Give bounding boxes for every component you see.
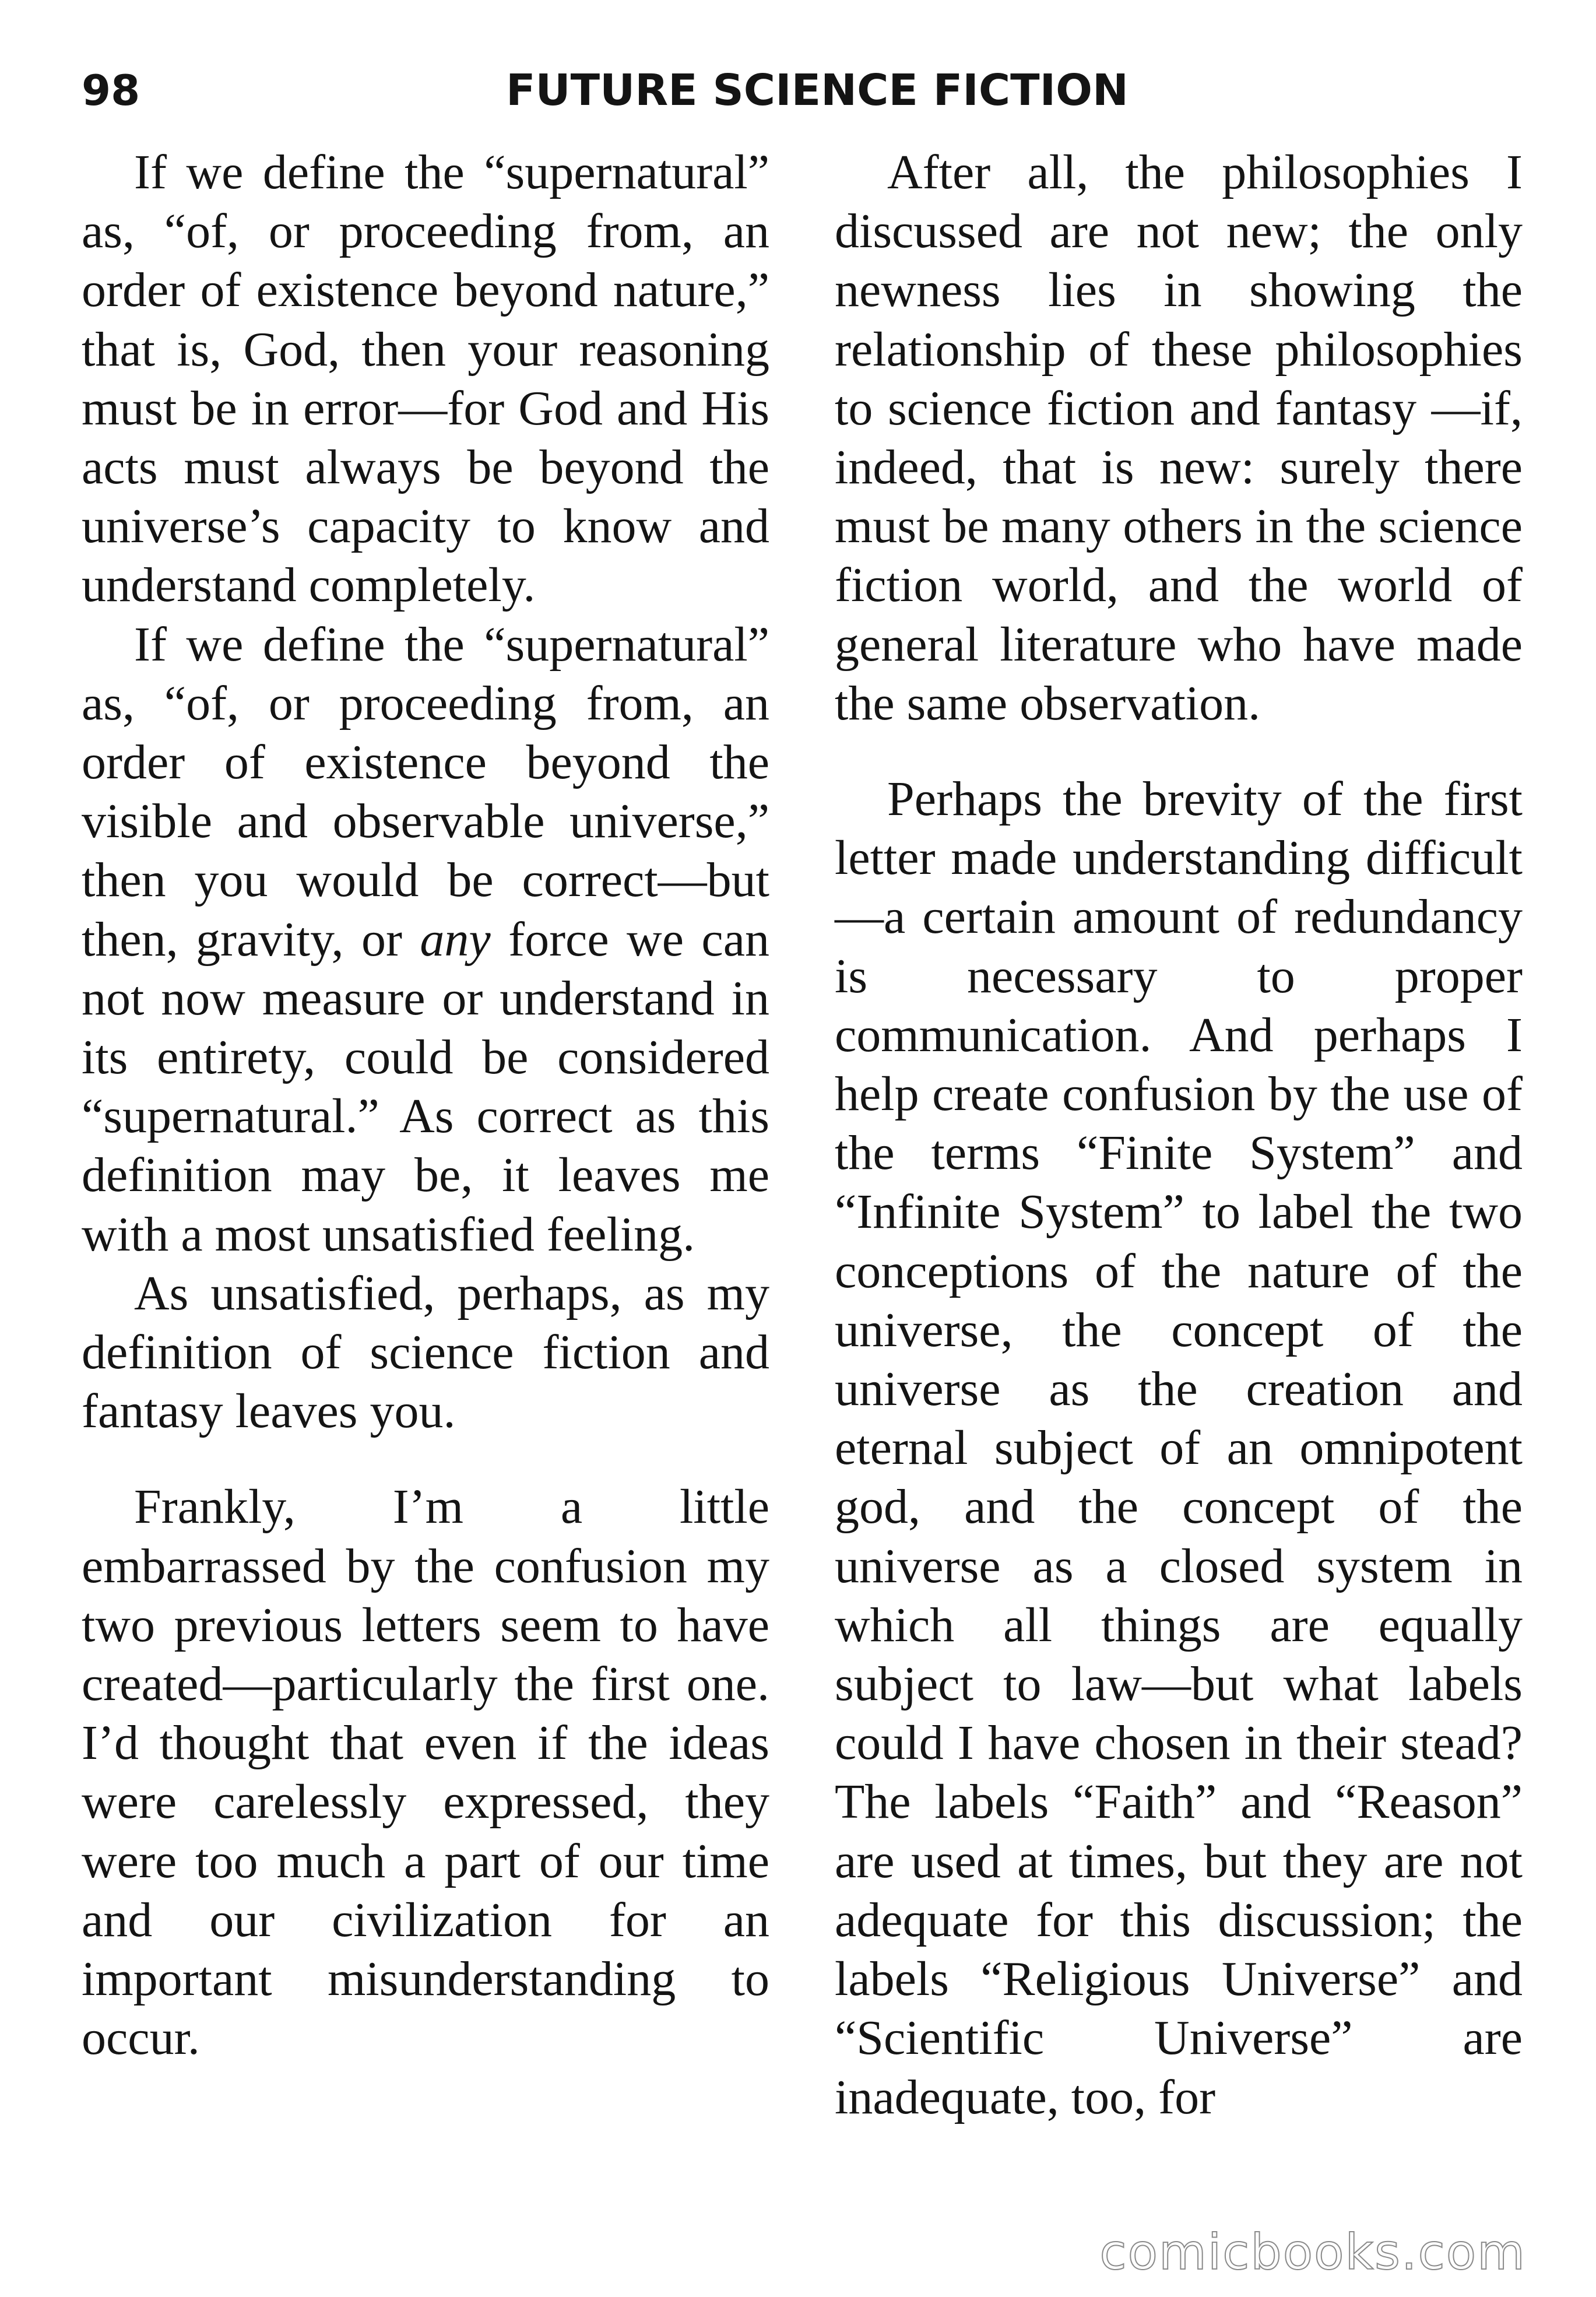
paragraph: Frankly, I’m a little embarrassed by the confusion my two previous letters seem to have created—particularly the first one. I’d thought that even if the ideas were carelessly expressed, they were too much a part of our time and our civilization for an important misunderstanding to occur. (82, 1480, 769, 2066)
paragraph: If we define the “supernatural” as, “of, or proceeding from, an order of existence beyond nature,” that is, God, then your reasoning must be in error—for God and His acts must always be beyond the universe’s capacity to know and understand completely. (82, 145, 769, 613)
paragraph: As unsatisfied, perhaps, as my definition of science fiction and fantasy leaves you. (82, 1266, 769, 1439)
paragraph-text: force we can not now measure or understand in its entirety, could be considered “supernatural.” As correct as this definition may be, it leaves me with a most unsatisfied feeling. (82, 912, 769, 1262)
paragraph-text: If we define the “supernatural” as, “of, or proceeding from, an order of existence beyond the visible and observable universe,” then you would be correct—but then, gravity, or (82, 617, 769, 967)
paragraph: After all, the philosophies I discussed are not new; the only newness lies in showing the relationship of these philosophies to science fiction and fantasy —if, indeed, that is new: surely there must be many others in the science fiction world, and the world of general literature who have made the same observation. (835, 145, 1523, 730)
paragraph (82, 615, 769, 1264)
emphasis-text: any (420, 912, 491, 967)
running-title: FUTURE SCIENCE FICTION (506, 65, 1129, 115)
page-header (0, 55, 1596, 125)
left-column (82, 143, 769, 2068)
paragraph: Perhaps the brevity of the first letter made understanding difficult—a certain amount of redundancy is necessary to proper communication. And perhaps I help create confusion by the use of the terms “Finite System” and “Infinite System” to label the two conceptions of the nature of the universe, the concept of the universe as the creation and eternal subject of an omnipotent god, and the concept of the universe as a closed system in which all things are equally subject to law—but what labels could I have chosen in their stead? The labels “Faith” and “Reason” are used at times, but they are not adequate for this discussion; the labels “Religious Universe” and “Scientific Universe” are inadequate, too, for (835, 772, 1523, 2124)
page-number: 98 (82, 66, 140, 115)
site-watermark: comicbooks.com (1099, 2224, 1526, 2281)
right-column (835, 143, 1523, 2127)
